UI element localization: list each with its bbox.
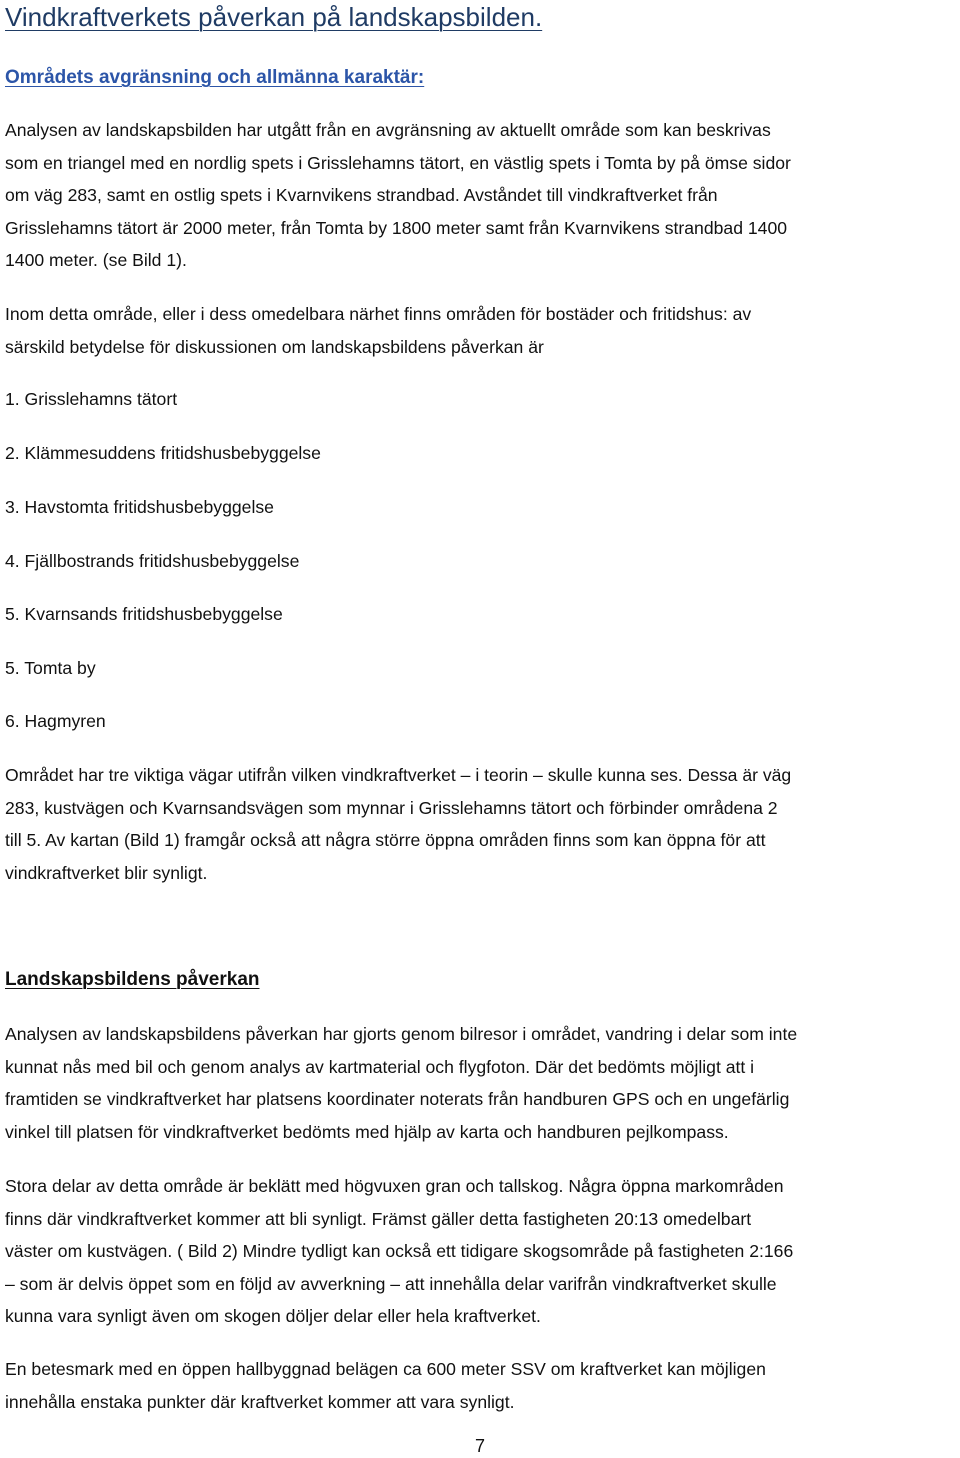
list-item: 5. Kvarnsands fritidshusbebyggelse (5, 604, 283, 624)
list-item: 5. Tomta by (5, 658, 96, 678)
section-heading-area: Områdets avgränsning och allmänna karaktär: (5, 67, 425, 88)
text-line: Stora delar av detta område är beklätt med högvuxen gran och tallskog. Några öppna markområden (5, 1176, 784, 1196)
text-line: om väg 283, samt en ostlig spets i Kvarnvikens strandbad. Avståndet till vindkraftverket från (5, 185, 718, 205)
text-line: finns där vindkraftverket kommer att bli synligt. Främst gäller detta fastigheten 20:13 omedelbart (5, 1208, 752, 1229)
text-line: särskild betydelse för diskussionen om landskapsbildens påverkan är (5, 336, 544, 357)
text-line: kunnat nås med bil och genom analys av kartmaterial och flygfoton. Där det bedömts möjligt att i (5, 1056, 755, 1077)
text-line: Analysen av landskapsbildens påverkan har gjorts genom bilresor i området, vandring i delar som inte (5, 1024, 798, 1044)
list-item: 4. Fjällbostrands fritidshusbebyggelse (5, 551, 300, 571)
list-item: 2. Klämmesuddens fritidshusbebyggelse (5, 443, 321, 463)
text-line: 283, kustvägen och Kvarnsandsvägen som mynnar i Grisslehamns tätort och förbinder områdena 2 (5, 797, 778, 818)
paragraph-method (5, 1018, 797, 1148)
section-heading-impact: Landskapsbildens påverkan (5, 969, 260, 990)
text-line: vinkel till platsen för vindkraftverket bedömts med hjälp av karta och handburen pejlkompass. (5, 1121, 729, 1142)
text-line: till 5. Av kartan (Bild 1) framgår också att några större öppna områden finns som kan öppna för att (5, 830, 766, 850)
text-line: kunna vara synligt även om skogen döljer delar eller hela kraftverket. (5, 1306, 541, 1326)
paragraph-roads (5, 759, 791, 889)
paragraph-pasture (5, 1353, 766, 1418)
text-line: innehålla enstaka punkter där kraftverket kommer att vara synligt. (5, 1391, 515, 1412)
text-line: Inom detta område, eller i dess omedelbara närhet finns områden för bostäder och fritidshus: av (5, 304, 752, 324)
text-line: 1400 meter. (se Bild 1). (5, 250, 187, 270)
list-item: 6. Hagmyren (5, 711, 106, 731)
text-line: vindkraftverket blir synligt. (5, 862, 208, 883)
page-title: Vindkraftverkets påverkan på landskapsbilden. (5, 2, 543, 32)
text-line: – som är delvis öppet som en följd av avverkning – att innehålla delar varifrån vindkraftverket skulle (5, 1273, 777, 1294)
text-line: Analysen av landskapsbilden har utgått från en avgränsning av aktuellt område som kan beskrivas (5, 120, 771, 140)
text-line: framtiden se vindkraftverket har platsens koordinater noterats från handburen GPS och en ungefärlig (5, 1089, 790, 1109)
list-item: 1. Grisslehamns tätort (5, 389, 178, 409)
text-line: som en triangel med en nordlig spets i Grisslehamns tätort, en västlig spets i Tomta by på ömse sidor (5, 152, 791, 173)
page-number: 7 (474, 1436, 485, 1456)
list-item: 3. Havstomta fritidshusbebyggelse (5, 497, 274, 517)
text-line: Grisslehamns tätort är 2000 meter, från Tomta by 1800 meter samt från Kvarnvikens strandbad 1400 (5, 217, 788, 238)
text-line: En betesmark med en öppen hallbyggnad belägen ca 600 meter SSV om kraftverket kan möjligen (5, 1359, 766, 1379)
paragraph-area-description (5, 114, 791, 277)
paragraph-forest (5, 1170, 793, 1333)
text-line: väster om kustvägen. ( Bild 2) Mindre tydligt kan också ett tidigare skogsområde på fastigheten 2:166 (5, 1241, 794, 1261)
text-line: Området har tre viktiga vägar utifrån vilken vindkraftverket – i teorin – skulle kunna ses. Dessa är väg (5, 765, 792, 785)
paragraph-settlements (5, 298, 751, 363)
